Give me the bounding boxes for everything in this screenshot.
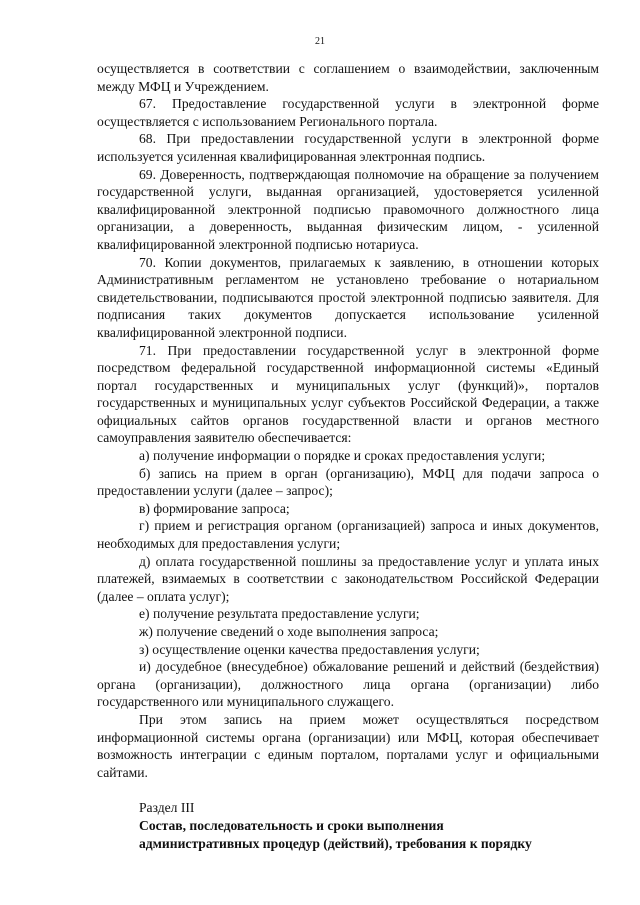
list-item-a: а) получение информации о порядке и сроках предоставления услуги; (139, 448, 546, 464)
list-item-d: д) оплата государственной пошлины за предоставление услуг и уплата иных платежей, взимаемых в соответствии с законодательством Российской Федерации (далее – оплата услуг); (97, 553, 599, 604)
section-label: Раздел III (139, 800, 195, 816)
list-item-zh: ж) получение сведений о ходе выполнения запроса; (139, 624, 439, 639)
document-body (97, 60, 599, 852)
list-item-z: з) осуществление оценки качества предоставления услуги; (139, 641, 480, 657)
list-item-g: г) прием и регистрация органом (организацией) запроса и иных документов, необходимых для предоставления услуги; (97, 518, 599, 552)
list-item-i: и) досудебное (внесудебное) обжалование решений и действий (бездействия) органа (организации), должностного лица органа (организации) либо государственного или муниципального служащего. (97, 659, 599, 710)
list-item-v: в) формирование запроса; (139, 500, 290, 516)
paragraph-70: 70. Копии документов, прилагаемых к заявлению, в отношении которых Административным регламентом не установлено требование о нотариальном свидетельствовании, подписываются простой электронной подписью заявителя. Для подписания таких документов допускается использование усиленной квалифицированной электронной подписи. (97, 254, 599, 340)
paragraph-69: 69. Доверенность, подтверждающая полномочие на обращение за получением государственной услуги, выданная организацией, удостоверяется усиленной квалифицированной электронной подписью правомочного должностного лица организации, а доверенность, выданная физическим лицом, - усиленной квалифицированной электронной подписью нотариуса. (97, 166, 599, 252)
list-item-b: б) запись на прием в орган (организацию), МФЦ для подачи запроса о предоставлении услуги (далее – запрос); (97, 465, 599, 499)
paragraph-71: 71. При предоставлении государственной услуг в электронной форме посредством федеральной государственной информационной системы «Единый портал государственных и муниципальных услуг (функций)», порталов государственных и муниципальных услуг субъектов Российской Федерации, а также официальных сайтов органов государственной власти и органов местного самоуправления заявителю обеспечивается: (97, 342, 599, 446)
page-number: 21 (315, 36, 325, 47)
paragraph-68: 68. При предоставлении государственной услуги в электронной форме используется усиленная квалифицированная электронная подпись. (97, 131, 599, 164)
paragraph-appointment-note: При этом запись на прием может осуществляться посредством информационной системы органа (организации) или МФЦ, которая обеспечивает возможность интеграции с единым порталом, порталами услуг и официальными сайтами. (97, 711, 599, 780)
section-title-line-1: Состав, последовательность и сроки выполнения (139, 817, 444, 833)
paragraph-67: 67. Предоставление государственной услуги в электронной форме осуществляется с использованием Регионального портала. (97, 96, 599, 129)
section-spacer (97, 781, 599, 799)
list-item-e: е) получение результата предоставление услуги; (139, 606, 420, 622)
paragraph-continuation: осуществляется в соответствии с соглашением о взаимодействии, заключенным между МФЦ и Учреждением. (97, 61, 599, 94)
section-title-line-2: административных процедур (действий), требования к порядку (139, 835, 532, 851)
